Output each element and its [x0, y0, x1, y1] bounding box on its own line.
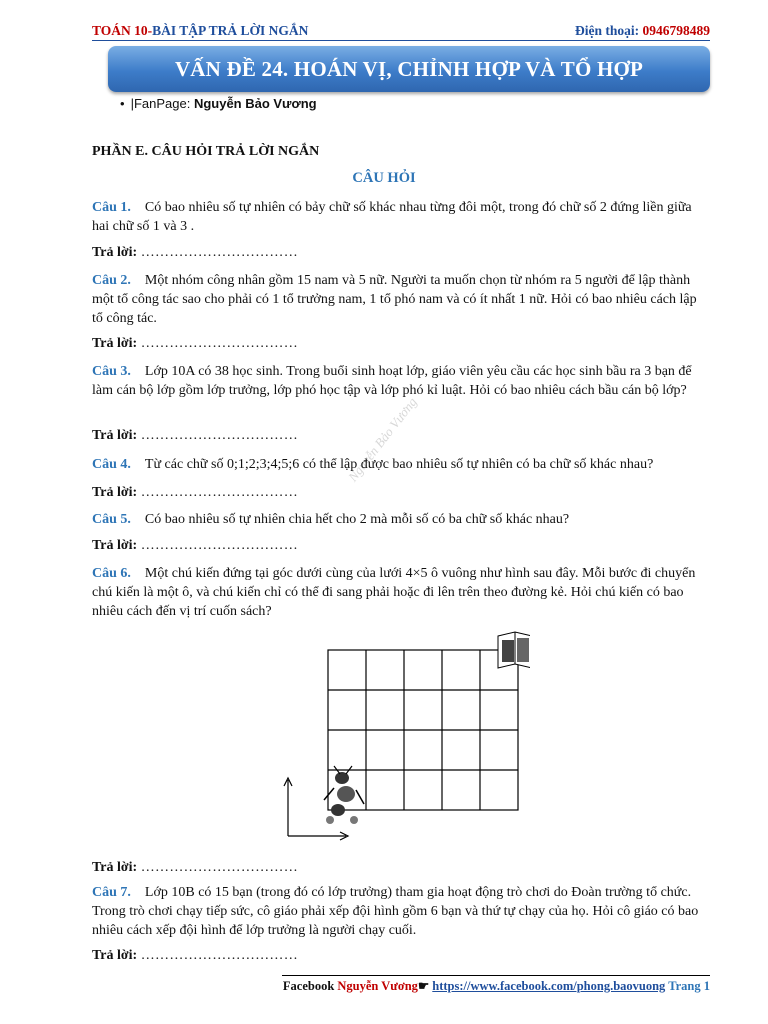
question-1 — [92, 198, 710, 236]
answer-label: Trả lời: — [92, 538, 138, 553]
answer-label: Trả lời: — [92, 336, 138, 351]
facebook-link[interactable]: https://www.facebook.com/phong.baovuong — [432, 979, 666, 993]
question-text: Lớp 10B có 15 bạn (trong đó có lớp trưởng) tham gia hoạt động trò chơi do Đoàn trường tổ chức. Trong trò chơi chạy tiếp sức, cô giáo phải xếp đội hình gồm 6 bạn và thứ tự chạy của họ. Hỏi cô giáo có bao nhiêu cách xếp đội hình để lớp trưởng là người chạy cuối. — [92, 885, 699, 938]
question-number: Câu 2. — [92, 273, 131, 288]
fanpage-line — [120, 96, 317, 111]
pointing-hand-icon: ☛ — [417, 979, 433, 993]
question-text: Có bao nhiêu số tự nhiên chia hết cho 2 mà mỗi số có ba chữ số khác nhau? — [144, 512, 570, 527]
page-number: Trang 1 — [665, 979, 710, 993]
fanpage-name: Nguyễn Bảo Vương — [193, 96, 317, 111]
question-text: Lớp 10A có 38 học sinh. Trong buổi sinh hoạt lớp, giáo viên yêu cầu các học sinh bầu ra 3 bạn để làm cán bộ lớp gồm lớp trưởng, lớp phó học tập và lớp phó kỉ luật. Hỏi có bao nhiêu cách bầu cán bộ lớp? — [92, 364, 692, 398]
grid-lines — [328, 650, 518, 810]
subtitle: CÂU HỎI — [352, 170, 416, 186]
header-prefix: TOÁN 10- — [92, 23, 153, 38]
answer-4 — [92, 485, 298, 501]
question-2 — [92, 271, 710, 328]
footer-rule — [282, 975, 710, 976]
chapter-banner: VẤN ĐỀ 24. HOÁN VỊ, CHỈNH HỢP VÀ TỔ HỢP — [108, 46, 710, 92]
answer-6 — [92, 860, 298, 876]
answer-blank[interactable]: …………………………… — [140, 245, 299, 260]
answer-5 — [92, 538, 298, 554]
question-text: Có bao nhiêu số tự nhiên có bảy chữ số khác nhau từng đôi một, trong đó chữ số 2 đứng liền giữa hai chữ số 1 và 3 . — [92, 200, 692, 234]
book-icon — [498, 632, 530, 668]
answer-2 — [92, 336, 298, 352]
answer-label: Trả lời: — [92, 948, 138, 963]
watermark: Nguyễn Bảo Vương — [345, 394, 420, 485]
question-number: Câu 1. — [92, 200, 131, 215]
question-6 — [92, 564, 710, 621]
answer-blank[interactable]: …………………………… — [140, 948, 299, 963]
phone-label: Điện thoại: — [575, 23, 643, 38]
answer-label: Trả lời: — [92, 485, 138, 500]
answer-blank[interactable]: …………………………… — [140, 860, 299, 875]
header-rule — [92, 40, 710, 41]
answer-3 — [92, 428, 298, 444]
question-text: Một chú kiến đứng tại góc dưới cùng của lưới 4×5 ô vuông như hình sau đây. Mỗi bước đi chuyển chú kiến là một ô, và chú kiến chỉ có thể đi sang phải hoặc đi lên trên theo đường kẻ. Hỏi chú kiến có bao nhiêu cách đến vị trí cuốn sách? — [92, 566, 696, 619]
question-number: Câu 4. — [92, 457, 131, 472]
answer-7 — [92, 948, 298, 964]
question-number: Câu 5. — [92, 512, 131, 527]
answer-label: Trả lời: — [92, 428, 138, 443]
answer-1 — [92, 245, 298, 261]
question-5 — [92, 510, 710, 529]
answer-blank[interactable]: …………………………… — [140, 538, 299, 553]
header-left — [92, 23, 308, 39]
ant-grid-figure — [270, 628, 530, 848]
answer-label: Trả lời: — [92, 860, 138, 875]
question-text: Một nhóm công nhân gồm 15 nam và 5 nữ. Người ta muốn chọn từ nhóm ra 5 người để lập thành một tổ công tác sao cho phải có 1 tổ trưởng nam, 1 tổ phó nam và có ít nhất 1 nữ. Hỏi có bao nhiêu cách lập tổ công tác. — [92, 273, 697, 326]
phone-number: 0946798489 — [642, 23, 710, 38]
answer-blank[interactable]: …………………………… — [140, 485, 299, 500]
header-right — [575, 23, 710, 39]
answer-label: Trả lời: — [92, 245, 138, 260]
answer-blank[interactable]: …………………………… — [140, 336, 299, 351]
footer-prefix: Facebook — [282, 979, 338, 993]
section-title: PHẦN E. CÂU HỎI TRẢ LỜI NGẮN — [92, 144, 320, 159]
question-7 — [92, 883, 710, 940]
bullet: • — [120, 96, 125, 111]
header-subject: BÀI TẬP TRẢ LỜI NGẮN — [152, 23, 309, 38]
answer-blank[interactable]: …………………………… — [140, 428, 299, 443]
footer-author: Nguyễn Vương — [337, 979, 418, 993]
question-number: Câu 3. — [92, 364, 131, 379]
ant-icon — [324, 766, 364, 824]
question-4 — [92, 455, 710, 474]
question-number: Câu 7. — [92, 885, 131, 900]
question-text: Từ các chữ số 0;1;2;3;4;5;6 có thể lập được bao nhiêu số tự nhiên có ba chữ số khác nhau? — [144, 457, 654, 472]
fanpage-label: |FanPage: — [130, 96, 194, 111]
question-number: Câu 6. — [92, 566, 131, 581]
page-footer — [282, 978, 710, 994]
question-3 — [92, 362, 710, 400]
